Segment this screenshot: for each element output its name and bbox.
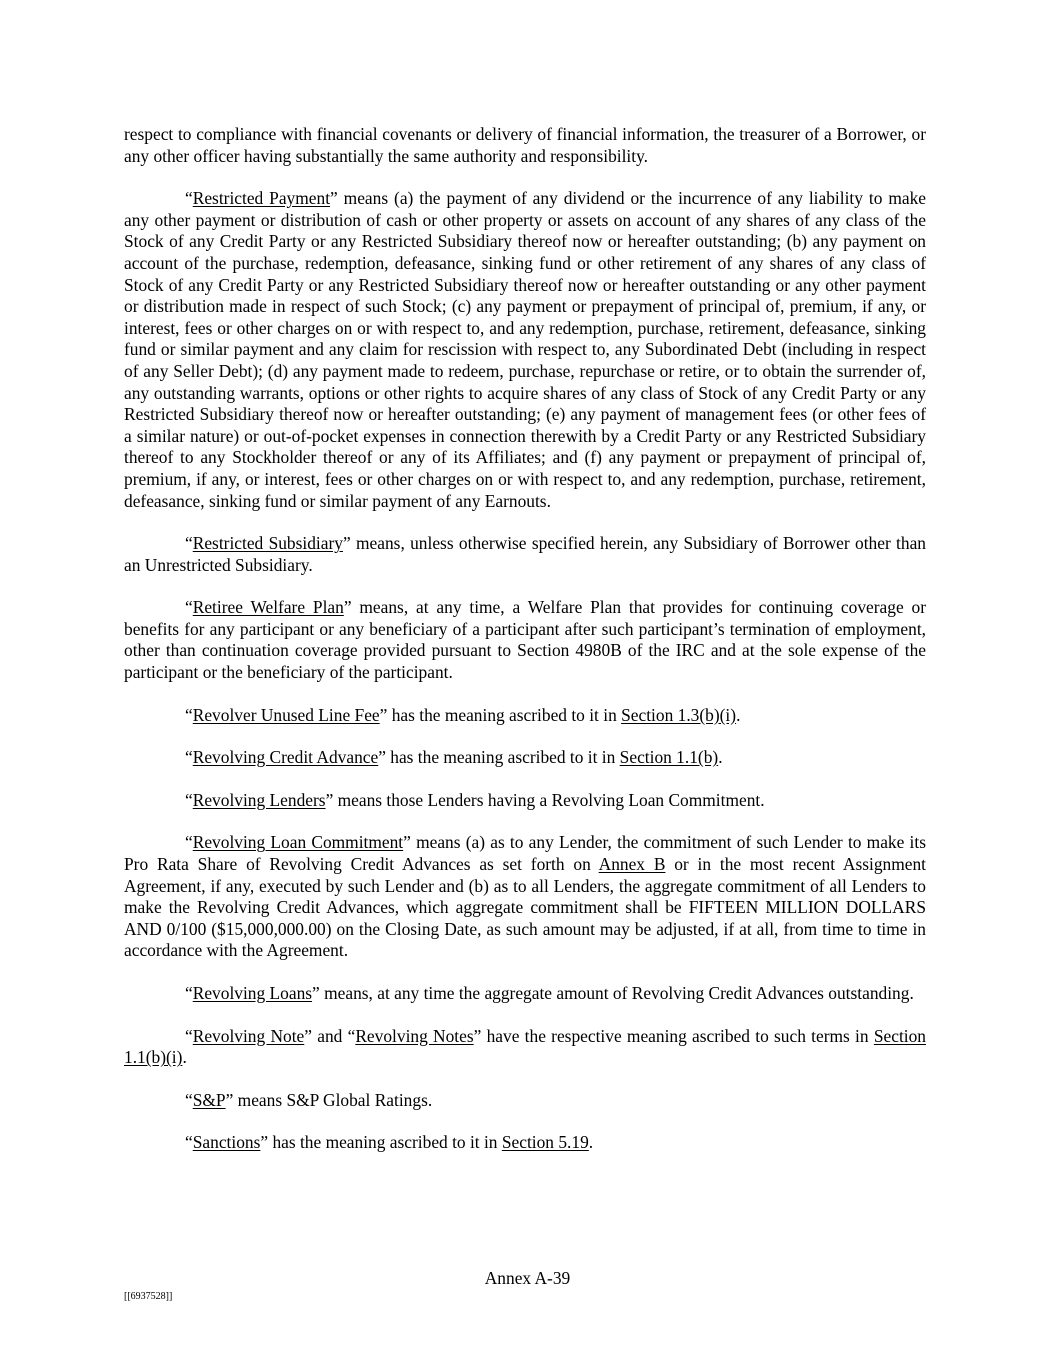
definition-revolver-unused-line-fee: “Revolver Unused Line Fee” has the meaning ascribed to it in Section 1.3(b)(i). [185,704,741,725]
section-reference: Section 1.1(b)(i) [124,1025,926,1068]
defined-term: Retiree Welfare Plan [192,597,344,618]
section-reference: Section 5.19 [501,1132,589,1153]
definition-revolving-note: “Revolving Note” and “Revolving Notes” have the respective meaning ascribed to such terms in Section 1.1(b)(i). [124,1025,926,1068]
definition-s-and-p: “S&P” means S&P Global Ratings. [185,1089,433,1110]
defined-term: Revolving Credit Advance [192,747,379,768]
page-number: Annex A-39 [484,1268,571,1288]
definition-revolving-credit-advance: “Revolving Credit Advance” has the meaning ascribed to it in Section 1.1(b). [185,747,723,768]
defined-term: Restricted Payment [192,188,331,209]
definition-revolving-lenders: “Revolving Lenders” means those Lenders having a Revolving Loan Commitment. [185,789,765,810]
section-reference: Section 1.3(b)(i) [621,704,737,725]
defined-term: S&P [192,1089,226,1110]
defined-term: Restricted Subsidiary [192,533,343,554]
annex-reference: Annex B [598,854,666,875]
definition-revolving-loans: “Revolving Loans” means, at any time the aggregate amount of Revolving Credit Advances outstanding. [185,983,914,1003]
defined-term: Revolving Loan Commitment [192,832,404,853]
defined-term: Revolving Notes [355,1025,474,1046]
defined-term: Sanctions [192,1132,261,1153]
definition-restricted-payment: “Restricted Payment” means (a) the payment of any dividend or the incurrence of any liability to make any other payment or distribution of cash or other property or assets on account of any shares of any class of the Stock of any Credit Party or any Restricted Subsidiary thereof now or hereafter outstanding; (b) any payment on account of the purchase, redemption, defeasance, sinking fund or other retirement of any shares of any class of Stock of any Credit Party or any Restricted Subsidiary thereof now or hereafter outstanding or any other payment or distribution made in respect of such Stock; (c) any payment or prepayment of principal of, premium, if any, or interest, fees or other charges on or with respect to, and any redemption, purchase, retirement, defeasance, sinking fund or similar payment and any claim for rescission with respect to, any Subordinated Debt (including in respect of any Seller Debt); (d) any payment made to redeem, purchase, repurchase or retire, or to obtain the surrender of, any outstanding warrants, options or other rights to acquire shares of any class of Stock of any Credit Party or any Restricted Subsidiary thereof now or hereafter outstanding; (e) any payment of management fees (or other fees of a similar nature) or out-of-pocket expenses in connection therewith by a Credit Party or any Restricted Subsidiary thereof to any Stockholder thereof or any of its Affiliates; and (f) any payment or prepayment of principal of, premium, if any, or interest, fees or other charges on or with respect to, and any redemption, purchase, retirement, defeasance, sinking fund or similar payment of any Earnouts. [124,188,926,511]
definition-revolving-loan-commitment: “Revolving Loan Commitment” means (a) as to any Lender, the commitment of such Lender to make its Pro Rata Share of Revolving Credit Advances as set forth on Annex B or in the most recent Assignment Agreement, if any, executed by such Lender and (b) as to all Lenders, the aggregate commitment of all Lenders to make the Revolving Credit Advances, which aggregate commitment shall be FIFTEEN MILLION DOLLARS AND 0/100 ($15,000,000.00) on the Closing Date, as such amount may be adjusted, if at all, from time to time in accordance with the Agreement. [124,832,926,961]
section-reference: Section 1.1(b) [619,747,719,768]
document-id: [[6937528]] [124,1291,173,1302]
defined-term: Revolver Unused Line Fee [192,704,380,725]
definition-restricted-subsidiary: “Restricted Subsidiary” means, unless otherwise specified herein, any Subsidiary of Borrower other than an Unrestricted Subsidiary. [124,533,927,575]
defined-term: Revolving Note [192,1025,305,1046]
definition-retiree-welfare-plan: “Retiree Welfare Plan” means, at any time, a Welfare Plan that provides for continuing coverage or benefits for any participant or any beneficiary of a participant after such participant’s termination of employment, other than continuation coverage provided pursuant to Section 4980B of the IRC and at the sole expense of the participant or the beneficiary of the participant. [124,597,926,683]
defined-term: Revolving Lenders [192,789,326,810]
document-body [124,124,926,1175]
paragraph-continuation: respect to compliance with financial covenants or delivery of financial information, the treasurer of a Borrower, or any other officer having substantially the same authority and responsibility. [124,124,926,166]
definition-sanctions: “Sanctions” has the meaning ascribed to it in Section 5.19. [185,1132,594,1153]
defined-term: Revolving Loans [192,983,313,1003]
